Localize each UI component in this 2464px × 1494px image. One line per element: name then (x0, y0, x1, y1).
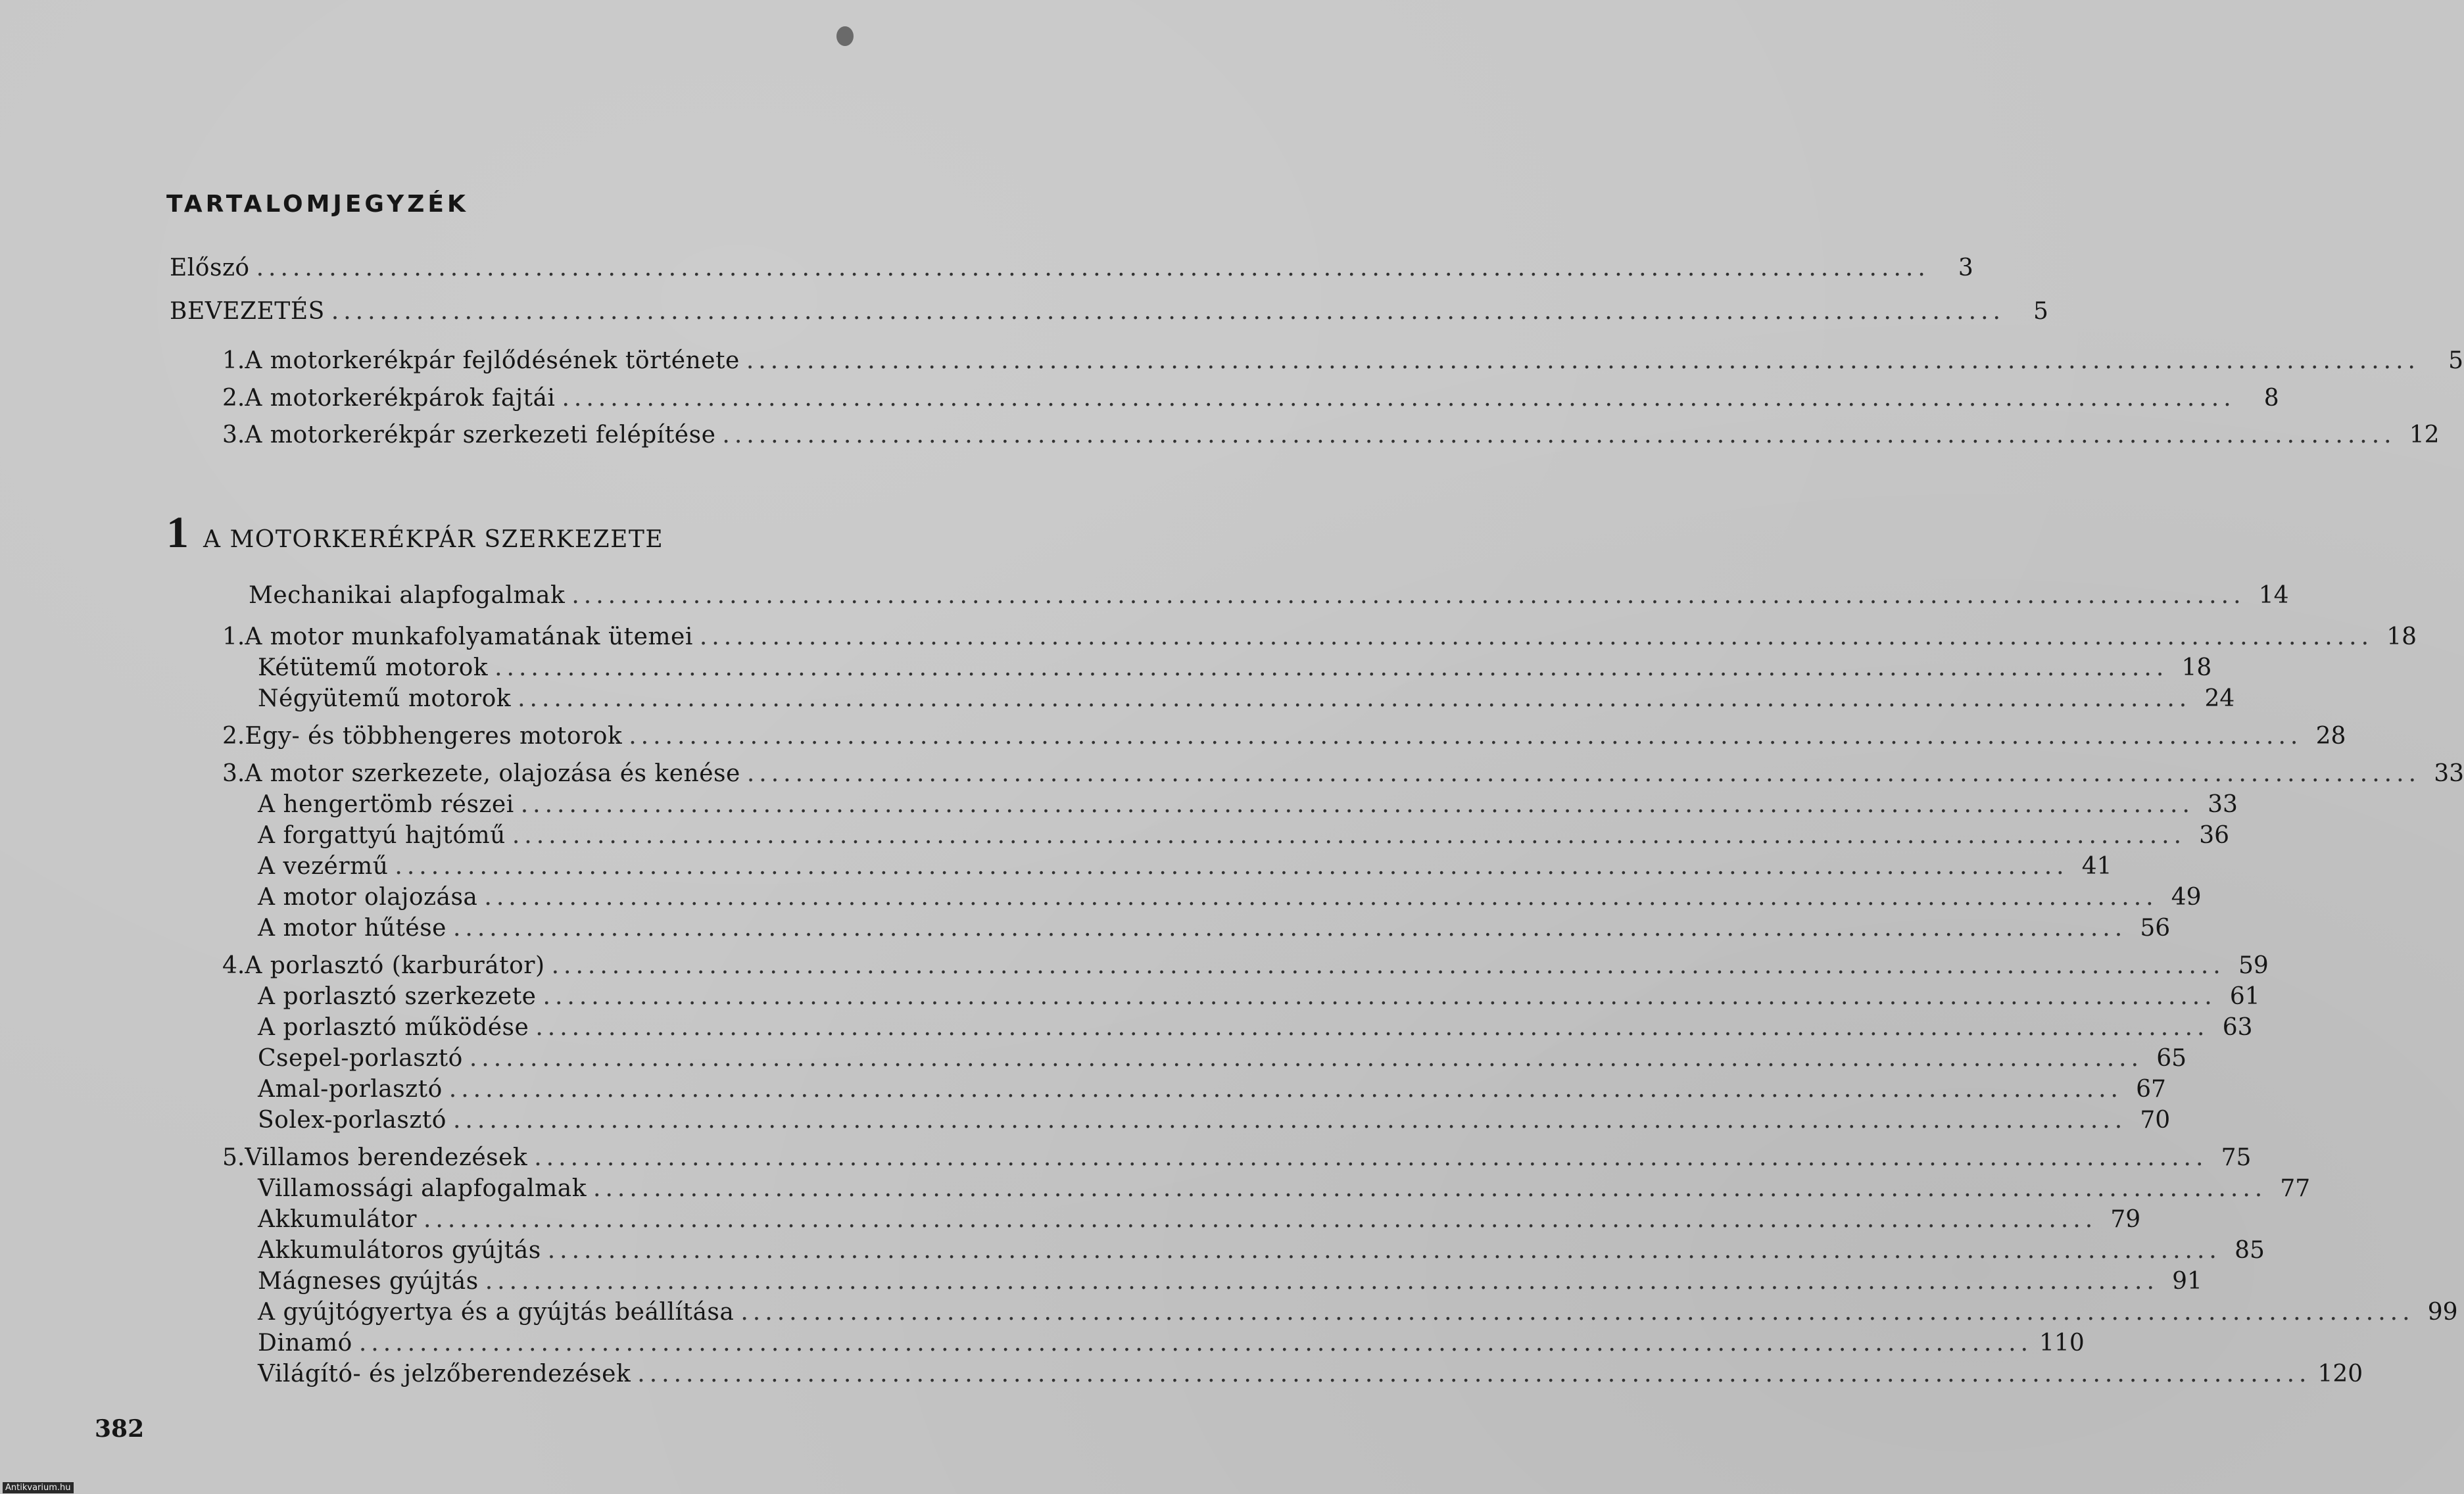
dot-leader: .......................................................................................................................................... (256, 254, 1930, 281)
entry-number: 2. (222, 385, 245, 412)
entry-title: A motor szerkezete, olajozása és kenése (245, 760, 740, 787)
dot-leader: .......................................................................................................................................... (547, 1237, 2221, 1264)
toc-entry (258, 1075, 2166, 1104)
entry-title: A motorkerékpárok fajtái (245, 385, 556, 412)
entry-number: 3. (222, 422, 245, 448)
toc-entry (222, 384, 2279, 413)
entry-number: 5. (222, 1144, 245, 1171)
entry-title: A porlasztó szerkezete (258, 983, 537, 1010)
chapter-heading (166, 506, 664, 558)
entry-title: Világító- és jelzőberendezések (258, 1361, 631, 1387)
toc-entry (222, 1144, 2252, 1172)
toc-entry (258, 852, 2112, 881)
entry-title: Kétütemű motorok (258, 654, 489, 681)
toc-heading: TARTALOMJEGYZÉK (166, 191, 469, 218)
dot-leader: .......................................................................................................................................... (746, 347, 2420, 374)
dot-leader: .......................................................................................................................................... (551, 952, 2225, 979)
dot-leader: .......................................................................................................................................... (452, 915, 2127, 942)
entry-title: Amal-porlasztó (258, 1076, 443, 1103)
toc-entry (258, 654, 2212, 683)
dot-leader: .......................................................................................................................................... (562, 385, 2236, 412)
toc-entry (258, 685, 2235, 713)
dot-leader: .......................................................................................................................................... (534, 1144, 2208, 1171)
entry-title: Villamossági alapfogalmak (258, 1175, 587, 1202)
entry-page: 120 (2317, 1361, 2363, 1387)
entry-page: 61 (2229, 983, 2260, 1010)
toc-entry (222, 421, 2440, 450)
entry-title: Előszó (170, 254, 250, 281)
toc-entry (222, 759, 2464, 788)
entry-title: Dinamó (258, 1330, 352, 1357)
entry-page: 18 (2386, 623, 2417, 650)
dot-leader: .......................................................................................................................................... (699, 623, 2374, 650)
entry-title: Villamos berendezések (245, 1144, 528, 1171)
toc-entry (258, 1267, 2202, 1296)
entry-title: Csepel-porlasztó (258, 1045, 463, 1072)
entry-page: 75 (2221, 1144, 2252, 1171)
toc-entry (222, 722, 2346, 751)
entry-page: 41 (2081, 853, 2112, 880)
toc-entry (258, 883, 2202, 912)
entry-page: 91 (2172, 1268, 2202, 1295)
entry-page: 14 (2258, 582, 2289, 609)
entry-title: A hengertömb részei (258, 791, 514, 818)
entry-page: 5 (2033, 298, 2048, 325)
entry-title: A gyújtógyertya és a gyújtás beállítása (258, 1299, 735, 1326)
dot-leader: .......................................................................................................................................... (520, 791, 2194, 818)
toc-entry (258, 914, 2171, 943)
dot-leader: .......................................................................................................................................... (593, 1175, 2267, 1202)
entry-title: Solex-porlasztó (258, 1107, 447, 1134)
toc-entry-introduction (170, 297, 2048, 326)
entry-title: A motorkerékpár szerkezeti felépítése (245, 422, 716, 448)
entry-title: A motor hűtése (258, 915, 447, 942)
entry-title: Egy- és többhengeres motorok (245, 723, 623, 750)
entry-page: 85 (2235, 1237, 2265, 1264)
dot-leader: .......................................................................................................................................... (740, 1299, 2415, 1326)
entry-title: A forgattyú hajtómű (258, 822, 506, 849)
dot-leader: .......................................................................................................................................... (512, 822, 2186, 849)
entry-page: 36 (2199, 822, 2230, 849)
entry-page: 65 (2156, 1045, 2187, 1072)
toc-entry (258, 821, 2230, 850)
dot-leader: .......................................................................................................................................... (535, 1014, 2210, 1041)
watermark: Antikvarium.hu (3, 1482, 74, 1493)
entry-number: 1. (222, 623, 245, 650)
dot-leader: .......................................................................................................................................... (331, 298, 2005, 325)
entry-page: 49 (2171, 884, 2202, 911)
entry-page: 5 (2448, 347, 2463, 374)
entry-page: 33 (2208, 791, 2238, 818)
entry-title: Négyütemű motorok (258, 685, 512, 712)
page-number: 382 (95, 1415, 145, 1443)
dot-leader: .......................................................................................................................................... (518, 685, 2192, 712)
entry-page: 70 (2140, 1107, 2171, 1134)
entry-title: Mechanikai alapfogalmak (249, 582, 566, 609)
entry-title: Akkumulátoros gyújtás (258, 1237, 541, 1264)
entry-page: 59 (2238, 952, 2269, 979)
dot-leader: .......................................................................................................................................... (485, 1268, 2159, 1295)
entry-title: A motor olajozása (258, 884, 478, 911)
toc-entry (258, 1106, 2171, 1135)
dot-leader: .......................................................................................................................................... (495, 654, 2169, 681)
entry-number: 4. (222, 952, 245, 979)
entry-page: 56 (2140, 915, 2171, 942)
entry-page: 33 (2434, 760, 2464, 787)
dot-leader: .......................................................................................................................................... (722, 422, 2396, 448)
chapter-number: 1 (166, 507, 189, 557)
entry-page: 99 (2427, 1299, 2458, 1326)
entry-page: 12 (2409, 422, 2440, 448)
toc-entry (258, 1013, 2253, 1042)
dot-leader: .......................................................................................................................................... (358, 1330, 2033, 1357)
dot-leader: .......................................................................................................................................... (423, 1206, 2098, 1233)
entry-page: 18 (2181, 654, 2212, 681)
toc-entry (258, 1174, 2311, 1203)
entry-page: 28 (2315, 723, 2346, 750)
dot-leader: .......................................................................................................................................... (448, 1076, 2123, 1103)
dot-leader: .......................................................................................................................................... (452, 1107, 2127, 1134)
entry-page: 63 (2222, 1014, 2253, 1041)
chapter-title: A MOTORKERÉKPÁR SZERKEZETE (203, 526, 664, 553)
toc-entry (258, 1298, 2458, 1327)
entry-page: 67 (2136, 1076, 2166, 1103)
dot-leader: .......................................................................................................................................... (571, 582, 2246, 609)
entry-title: Mágneses gyújtás (258, 1268, 479, 1295)
entry-title: A motorkerékpár fejlődésének története (245, 347, 740, 374)
entry-page: 24 (2204, 685, 2235, 712)
toc-entry (258, 1205, 2141, 1234)
toc-entry (222, 952, 2269, 980)
entry-page: 110 (2039, 1330, 2085, 1357)
dot-leader: .......................................................................................................................................... (746, 760, 2421, 787)
entry-page: 3 (1958, 254, 1973, 281)
toc-entry (258, 1044, 2187, 1073)
toc-entry (258, 790, 2238, 819)
dot-leader: .......................................................................................................................................... (629, 723, 2303, 750)
toc-entry (222, 623, 2417, 652)
dot-leader: .......................................................................................................................................... (543, 983, 2217, 1010)
dot-leader: .......................................................................................................................................... (469, 1045, 2144, 1072)
entry-page: 77 (2280, 1175, 2311, 1202)
entry-title: BEVEZETÉS (170, 298, 325, 325)
entry-number: 3. (222, 760, 245, 787)
entry-title: A porlasztó (karburátor) (245, 952, 545, 979)
dot-leader: .......................................................................................................................................... (395, 853, 2069, 880)
entry-title: A motor munkafolyamatának ütemei (245, 623, 693, 650)
toc-entry (222, 347, 2463, 375)
entry-page: 79 (2110, 1206, 2141, 1233)
entry-title: A vezérmű (258, 853, 389, 880)
toc-entry-foreword (170, 254, 1973, 283)
toc-entry (258, 1360, 2363, 1389)
entry-title: A porlasztó működése (258, 1014, 529, 1041)
entry-page: 8 (2263, 385, 2279, 412)
dot-leader: .......................................................................................................................................... (637, 1361, 2311, 1387)
entry-title: Akkumulátor (258, 1206, 417, 1233)
toc-entry (258, 982, 2260, 1011)
entry-number: 1. (222, 347, 245, 374)
entry-number: 2. (222, 723, 245, 750)
toc-entry (258, 1236, 2265, 1265)
ink-spot (836, 26, 854, 46)
toc-entry (258, 1329, 2085, 1358)
dot-leader: .......................................................................................................................................... (484, 884, 2158, 911)
toc-entry (249, 581, 2289, 610)
